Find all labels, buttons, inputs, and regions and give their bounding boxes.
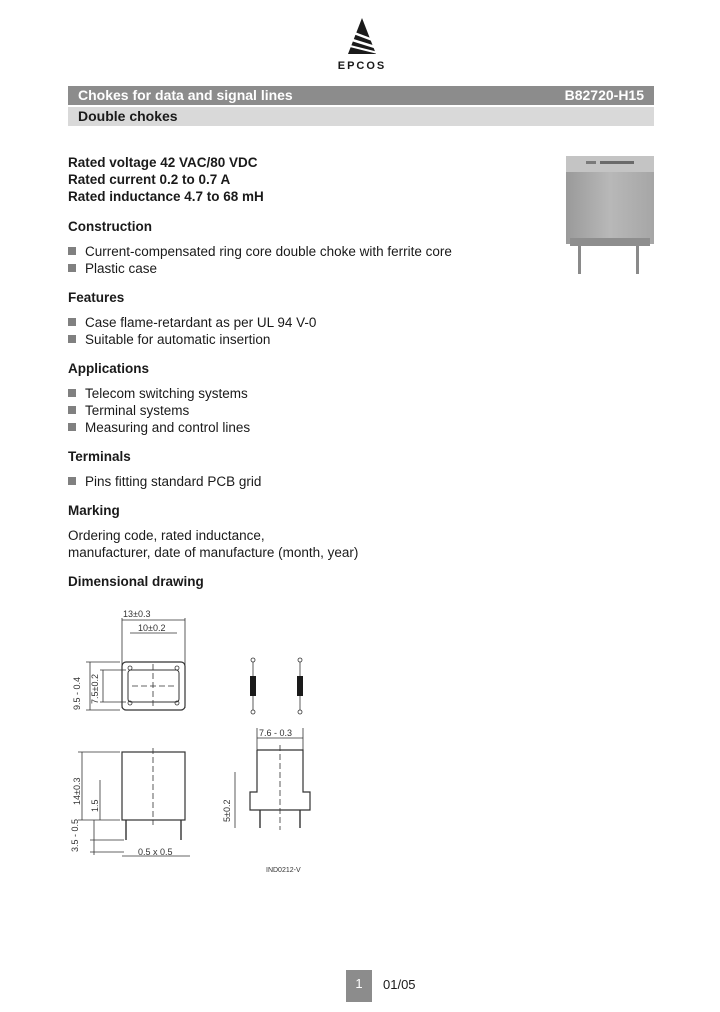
bullet-icon (68, 247, 76, 255)
epcos-logo-icon (342, 16, 382, 56)
dimensional-drawing (60, 600, 340, 880)
marking-heading: Marking (68, 503, 120, 518)
side-view (222, 728, 310, 874)
rated-voltage: Rated voltage 42 VAC/80 VDC (68, 155, 258, 170)
dim-depth-outer: 9.5 - 0.4 (72, 676, 82, 710)
dim-side-width: 7.6 - 0.3 (259, 728, 293, 738)
terminals-heading: Terminals (68, 449, 131, 464)
brand-name: EPCOS (337, 60, 387, 72)
dim-pin-pitch: 5±0.2 (222, 799, 232, 822)
dim-width-outer: 13±0.3 (123, 609, 151, 619)
drawing-heading: Dimensional drawing (68, 574, 204, 589)
page-subtitle: Double chokes (78, 108, 178, 124)
subtitle-bar (68, 107, 654, 126)
list-item: Current-compensated ring core double choke with ferrite core (68, 243, 452, 260)
product-photo-label (556, 152, 557, 153)
footer-date: 01/05 (383, 977, 416, 992)
construction-heading: Construction (68, 219, 152, 234)
list-item: Plastic case (68, 260, 452, 277)
list-item: Telecom switching systems (68, 385, 250, 402)
bullet-icon (68, 423, 76, 431)
title-bar (68, 86, 654, 105)
dim-depth-inner: 7.5±0.2 (90, 674, 100, 704)
ratings-block (68, 154, 264, 205)
dim-standoff: 1.5 (90, 799, 100, 812)
front-view (70, 748, 190, 857)
dim-pin-length: 3.5 - 0.5 (70, 818, 80, 852)
applications-heading: Applications (68, 361, 150, 376)
bullet-icon (68, 389, 76, 397)
marking-text: Ordering code, rated inductance, manufacturer, date of manufacture (month, year) (68, 528, 359, 560)
schematic-symbol (250, 658, 303, 714)
features-heading: Features (68, 290, 125, 305)
bullet-icon (68, 477, 76, 485)
dim-pin-section: 0.5 x 0.5 (138, 847, 173, 857)
product-photo (556, 152, 666, 280)
rated-inductance: Rated inductance 4.7 to 68 mH (68, 189, 264, 204)
drawing-id: IND0212-V (266, 867, 301, 874)
construction-list (68, 243, 452, 277)
top-view (72, 609, 185, 710)
terminals-list (68, 473, 261, 490)
dim-width-inner: 10±0.2 (138, 623, 166, 633)
bullet-icon (68, 264, 76, 272)
bullet-icon (68, 318, 76, 326)
bullet-icon (68, 406, 76, 414)
part-number: B82720-H15 (564, 87, 644, 103)
list-item: Case flame-retardant as per UL 94 V-0 (68, 314, 316, 331)
rated-current: Rated current 0.2 to 0.7 A (68, 172, 231, 187)
bullet-icon (68, 335, 76, 343)
list-item: Terminal systems (68, 402, 250, 419)
list-item: Suitable for automatic insertion (68, 331, 316, 348)
page-title: Chokes for data and signal lines (78, 87, 293, 103)
list-item: Measuring and control lines (68, 419, 250, 436)
applications-list (68, 385, 250, 436)
features-list (68, 314, 316, 348)
list-item: Pins fitting standard PCB grid (68, 473, 261, 490)
epcos-logo (328, 16, 396, 76)
dim-height: 14±0.3 (72, 777, 82, 805)
page-number: 1 (346, 970, 372, 1002)
